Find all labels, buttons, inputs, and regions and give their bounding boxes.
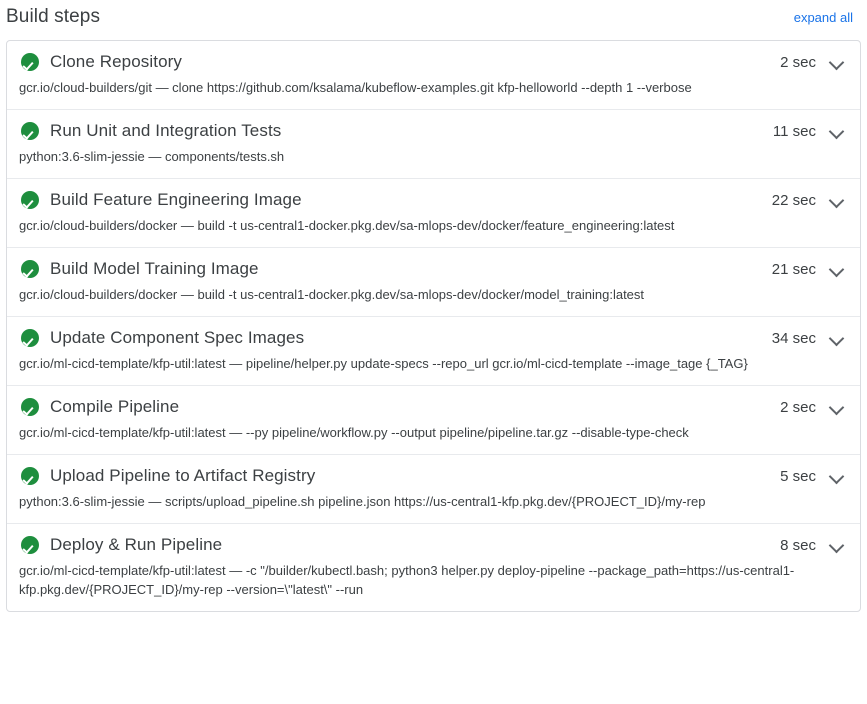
build-step-name: Run Unit and Integration Tests [50, 121, 282, 140]
build-step-header [19, 259, 848, 279]
build-step-row[interactable] [7, 248, 860, 317]
build-step-name: Update Component Spec Images [50, 328, 305, 347]
build-step-name: Compile Pipeline [50, 397, 180, 416]
build-step-name: Clone Repository [50, 52, 182, 71]
build-step-name: Deploy & Run Pipeline [50, 535, 223, 554]
build-step-args: gcr.io/cloud-builders/git — clone https://github.com/ksalama/kubeflow-examples.git kfp-helloworld --depth 1 --verbose [19, 80, 692, 95]
build-step-header [19, 52, 848, 72]
build-step-header [19, 328, 848, 348]
build-step-header [19, 397, 848, 417]
chevron-down-icon[interactable] [830, 192, 846, 208]
build-step-name: Upload Pipeline to Artifact Registry [50, 466, 316, 485]
chevron-down-icon[interactable] [830, 123, 846, 139]
build-step-duration: 11 sec [772, 122, 816, 140]
build-step-header [19, 121, 848, 141]
build-step-duration: 2 sec [780, 398, 816, 416]
build-step-args: gcr.io/cloud-builders/docker — build -t us-central1-docker.pkg.dev/sa-mlops-dev/docker/feature_engineering:latest [19, 218, 675, 233]
success-check-icon [21, 467, 39, 485]
build-step-row[interactable] [7, 524, 860, 611]
chevron-down-icon[interactable] [830, 468, 846, 484]
build-step-args: gcr.io/ml-cicd-template/kfp-util:latest — -c "/builder/kubectl.bash; python3 helper.py deploy-pipeline --package_path=https://us-central1-kfp.pkg.dev/{PROJECT_ID}/my-rep --version=\"latest\" --run [19, 563, 795, 597]
build-step-row[interactable] [7, 386, 860, 455]
page-title: Build steps [6, 6, 101, 27]
success-check-icon [21, 536, 39, 554]
build-step-args: gcr.io/ml-cicd-template/kfp-util:latest — pipeline/helper.py update-specs --repo_url gcr.io/ml-cicd-template --image_tage {_TAG} [19, 356, 748, 371]
page-header [0, 0, 867, 40]
chevron-down-icon[interactable] [830, 537, 846, 553]
build-step-row[interactable] [7, 317, 860, 386]
build-step-name: Build Model Training Image [50, 259, 259, 278]
success-check-icon [21, 122, 39, 140]
build-step-row[interactable] [7, 179, 860, 248]
success-check-icon [21, 398, 39, 416]
build-step-args: python:3.6-slim-jessie — scripts/upload_pipeline.sh pipeline.json https://us-central1-kfp.pkg.dev/{PROJECT_ID}/my-rep [19, 494, 706, 509]
success-check-icon [21, 260, 39, 278]
build-step-header [19, 466, 848, 486]
build-step-row[interactable] [7, 110, 860, 179]
build-step-row[interactable] [7, 41, 860, 110]
build-step-args: gcr.io/cloud-builders/docker — build -t us-central1-docker.pkg.dev/sa-mlops-dev/docker/model_training:latest [19, 287, 645, 302]
build-step-duration: 5 sec [780, 467, 816, 485]
build-step-duration: 21 sec [771, 260, 816, 278]
build-step-duration: 22 sec [771, 191, 816, 209]
success-check-icon [21, 329, 39, 347]
build-steps-list [6, 40, 861, 612]
build-step-duration: 2 sec [780, 53, 816, 71]
expand-all-link[interactable]: expand all [793, 10, 853, 25]
success-check-icon [21, 53, 39, 71]
success-check-icon [21, 191, 39, 209]
build-step-header [19, 190, 848, 210]
build-step-name: Build Feature Engineering Image [50, 190, 302, 209]
build-step-args: gcr.io/ml-cicd-template/kfp-util:latest — --py pipeline/workflow.py --output pipeline/pipeline.tar.gz --disable-type-check [19, 425, 689, 440]
build-step-duration: 34 sec [771, 329, 816, 347]
chevron-down-icon[interactable] [830, 399, 846, 415]
chevron-down-icon[interactable] [830, 261, 846, 277]
chevron-down-icon[interactable] [830, 54, 846, 70]
chevron-down-icon[interactable] [830, 330, 846, 346]
build-step-duration: 8 sec [780, 536, 816, 554]
build-step-row[interactable] [7, 455, 860, 524]
build-step-header [19, 535, 848, 555]
build-step-args: python:3.6-slim-jessie — components/tests.sh [19, 149, 285, 164]
